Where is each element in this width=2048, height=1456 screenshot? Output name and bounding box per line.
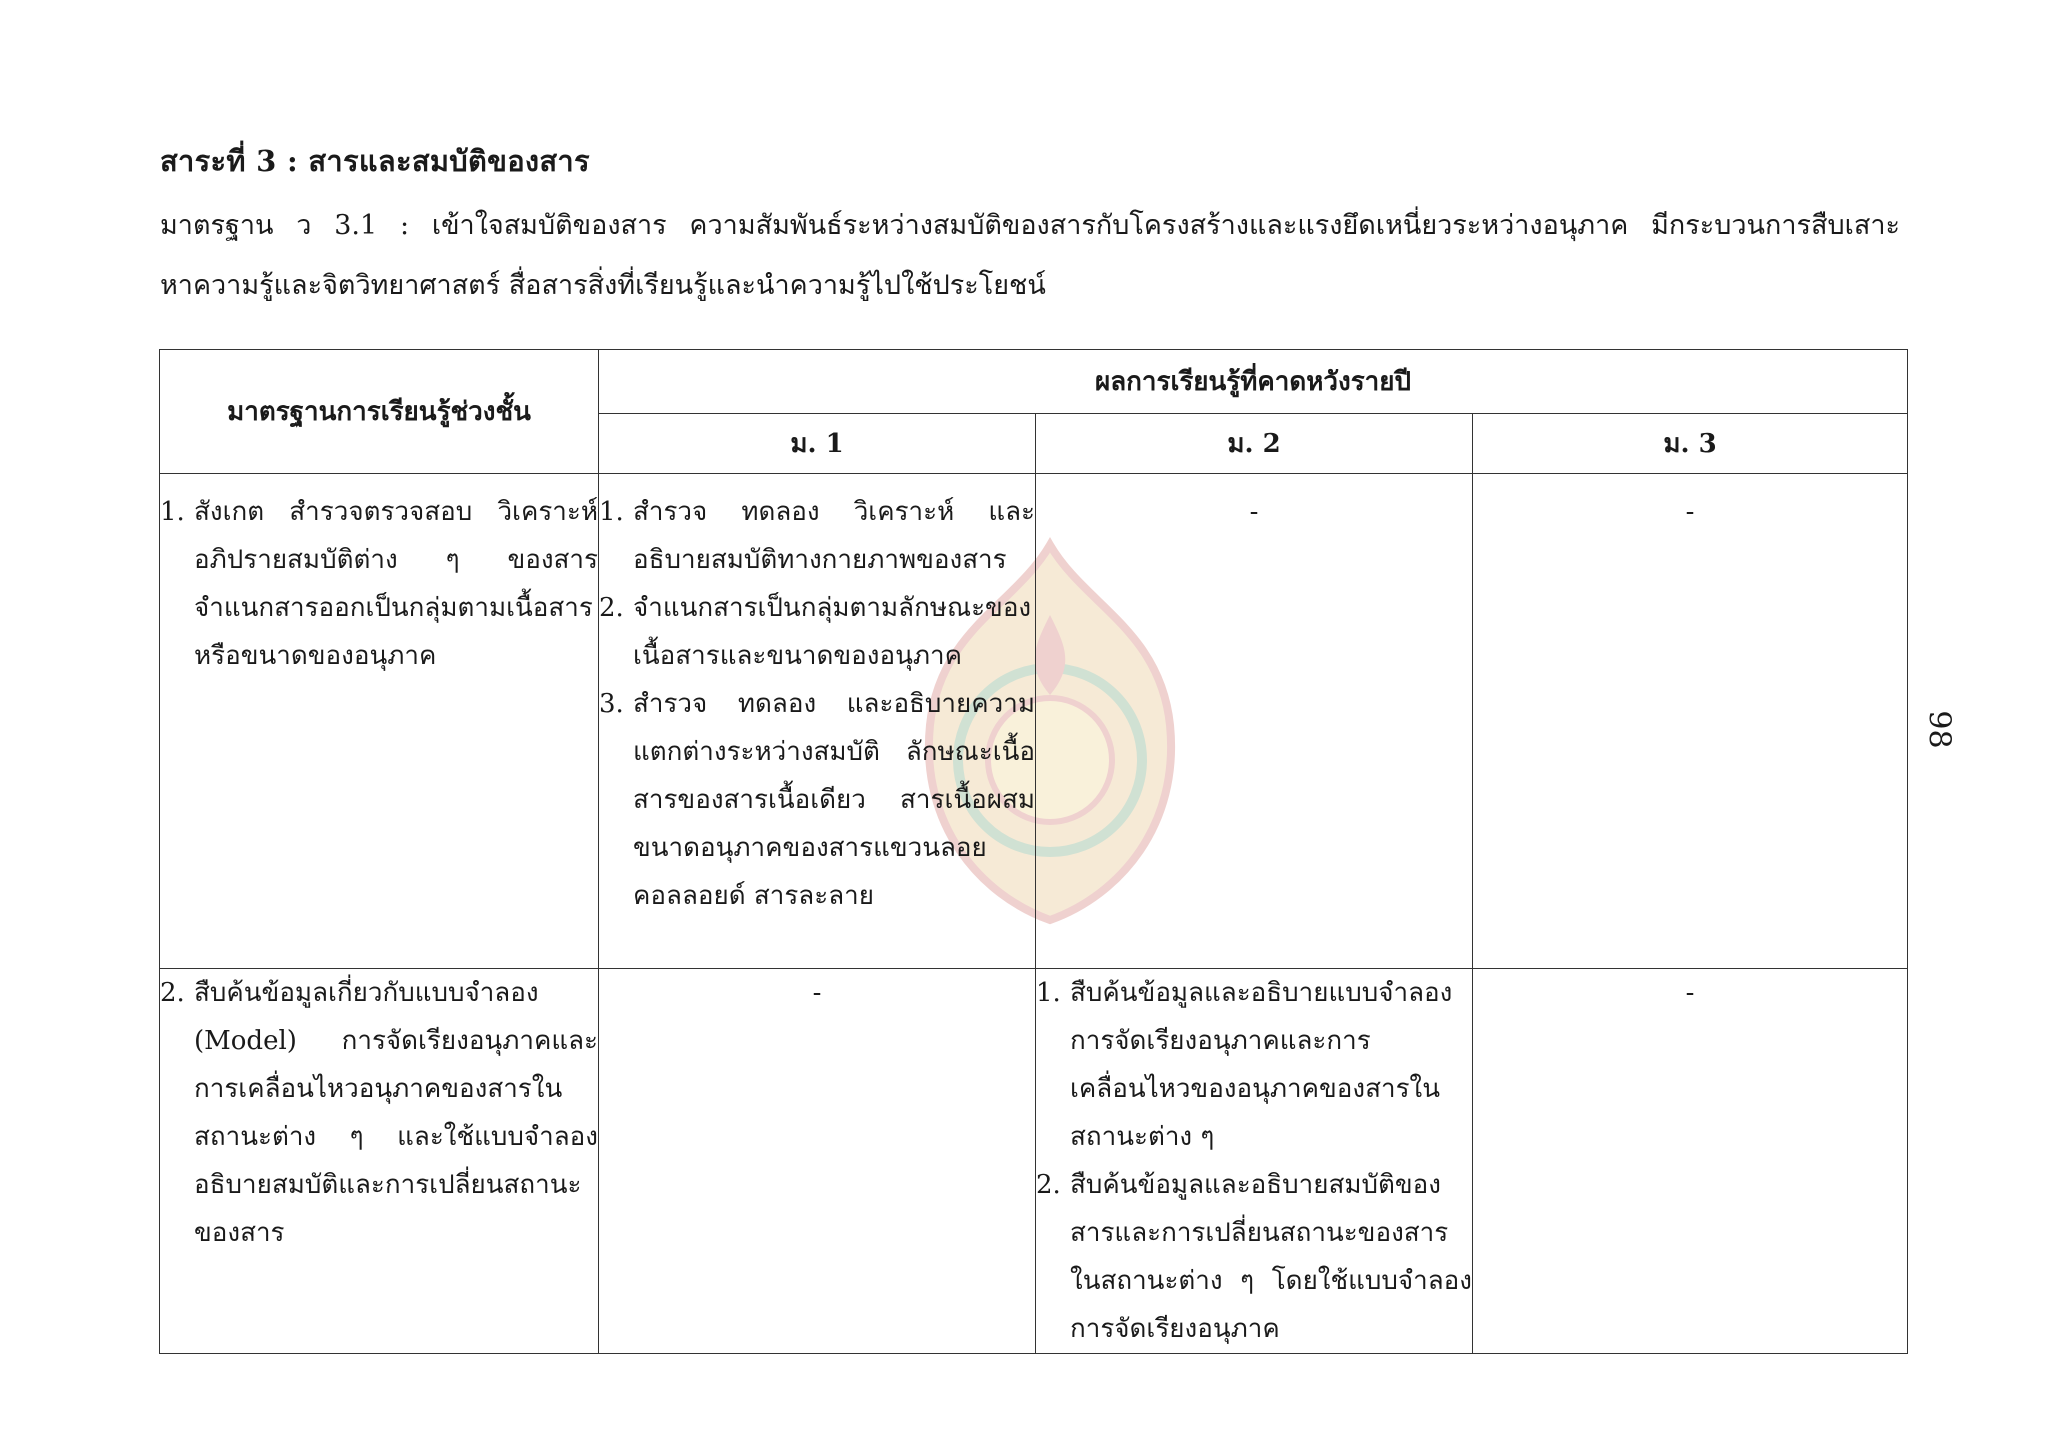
header-standard-range: มาตรฐานการเรียนรู้ช่วงชั้น — [160, 350, 599, 474]
header-grade-m2: ม. 2 — [1036, 414, 1473, 474]
empty-dash: - — [1685, 978, 1695, 1008]
empty-dash: - — [812, 978, 822, 1008]
outcome-item: 2. สืบค้นข้อมูลและอธิบายสมบัติของสารและการเปลี่ยนสถานะของสารในสถานะต่าง ๆ โดยใช้แบบจำลองการจัดเรียงอนุภาค — [1036, 1170, 1472, 1344]
outcome-item: 1. สำรวจ ทดลอง วิเคราะห์ และอธิบายสมบัติทางกายภาพของสาร — [599, 497, 1035, 575]
standard-item: 2. สืบค้นข้อมูลเกี่ยวกับแบบจำลอง (Model) การจัดเรียงอนุภาคและการเคลื่อนไหวอนุภาคของสารในสถานะต่าง ๆ และใช้แบบจำลองอธิบายสมบัติและการเปลี่ยนสถานะของสาร — [160, 978, 598, 1248]
grade-m2-cell — [1036, 969, 1473, 1354]
standard-item: 1. สังเกต สำรวจตรวจสอบ วิเคราะห์ อภิปรายสมบัติต่าง ๆ ของสาร จำแนกสารออกเป็นกลุ่มตามเนื้อสาร หรือขนาดของอนุภาค — [160, 497, 598, 671]
empty-dash: - — [1685, 497, 1695, 527]
grade-m3-cell — [1473, 969, 1908, 1354]
standard-statement: มาตรฐาน ว 3.1 : เข้าใจสมบัติของสาร ความสัมพันธ์ระหว่างสมบัติของสารกับโครงสร้างและแรงยึดเหนี่ยวระหว่างอนุภาค มีกระบวนการสืบเสาะหาความรู้และจิตวิทยาศาสตร์ สื่อสารสิ่งที่เรียนรู้และนำความรู้ไปใช้ประโยชน์ — [160, 210, 1900, 301]
header-grade-m3: ม. 3 — [1473, 414, 1908, 474]
table-row — [160, 969, 1908, 1354]
header-expected-outcomes: ผลการเรียนรู้ที่คาดหวังรายปี — [599, 350, 1908, 414]
empty-dash: - — [1249, 497, 1259, 527]
grade-m1-cell — [599, 969, 1036, 1354]
grade-m3-cell — [1473, 474, 1908, 969]
grade-m2-cell — [1036, 474, 1473, 969]
header-grade-m1: ม. 1 — [599, 414, 1036, 474]
standard-cell — [160, 969, 599, 1354]
page-number: 98 — [1921, 710, 1957, 749]
grade-m1-cell — [599, 474, 1036, 969]
outcome-item: 3. สำรวจ ทดลอง และอธิบายความแตกต่างระหว่างสมบัติ ลักษณะเนื้อสารของสารเนื้อเดียว สารเนื้อผสม ขนาดอนุภาคของสารแขวนลอย คอลลอยด์ สารละลาย — [599, 689, 1035, 911]
learning-standards-table — [159, 349, 1908, 1354]
strand-heading: สาระที่ 3 : สารและสมบัติของสาร — [160, 144, 590, 178]
standard-cell — [160, 474, 599, 969]
outcome-item: 2. จำแนกสารเป็นกลุ่มตามลักษณะของเนื้อสารและขนาดของอนุภาค — [599, 593, 1032, 671]
outcome-item: 1. สืบค้นข้อมูลและอธิบายแบบจำลองการจัดเรียงอนุภาคและการเคลื่อนไหวของอนุภาคของสารในสถานะต่าง ๆ — [1036, 978, 1453, 1152]
table-row — [160, 474, 1908, 969]
